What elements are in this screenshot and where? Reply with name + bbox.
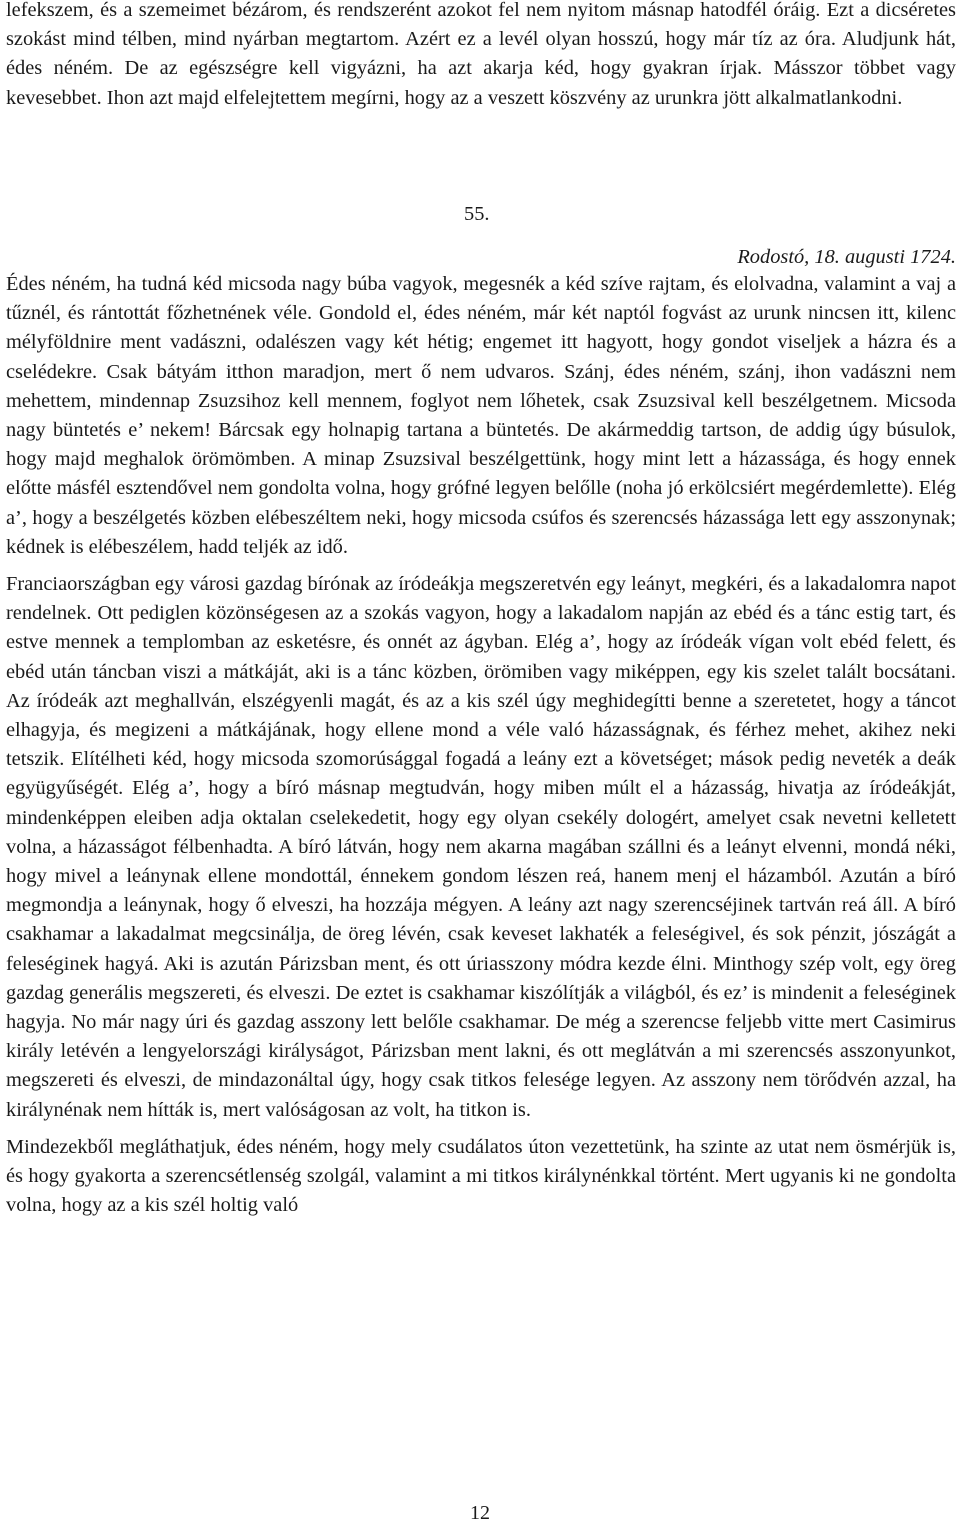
document-page [6,0,956,1217]
letter-paragraph: Édes néném, ha tudná kéd micsoda nagy búba vagyok, megesnék a kéd szíve rajtam, és elolvadna, valamint a vaj a tűznél, és rántottát főzhetnének véle. Gondold el, édes néném, már két naptól fogvást az urunk nincsen itt, kilenc mélyföldnire ment vadászni, odalészen vagy két hétig; engemet itt hagyott, hogy gondot viseljek a házra és a cselédekre. Csak bátyám itthon maradjon, mert ő nem udvaros. Szánj, édes néném, szánj, ihon vadászni nem mehettem, mindennap Zsuzsihoz kell mennem, foglyot nem lőhetek, csak Zsuzsival kell beszélgetnem. Micsoda nagy büntetés e’ nekem! Bárcsak egy holnapig tartana a büntetés. De akármeddig tartson, de addig úgy búsulok, hogy majd meghalok örömömben. A minap Zsuzsival beszélgettünk, hogy mint lett a házassága, és hogy ennek előtte másfél esztendővel nem gondolta volna, hogy grófné legyen belőlle (noha jó erkölcsiért megérdemlette). Elég a’, hogy a beszélgetés közben elébeszéltem neki, hogy micsoda csúfos és szerencsés házassága lett egy asszonynak; kédnek is elébeszélem, hadd teljék az idő. [6,273,956,558]
letter-paragraph: Franciaországban egy városi gazdag bírónak az íródeákja megszeretvén egy leányt, megkéri, és a lakadalomra napot rendelnek. Ott pediglen közönségesen az a szokás vagyon, hogy a lakadalom napján az ebéd és a tánc estig tart, és estve mennek a templomban az esketésre, és onnét az ágyban. Elég a’, hogy az íródeák vígan volt ebéd felett, és ebéd után táncban viszi a mátkáját, aki is a tánc közben, örömiben vagy miképpen, egy kis szelet talált bocsátani. Az íródeák azt meghallván, elszégyenli magát, és az a kis szél úgy meghidegítti benne a szeretetet, hogy a táncot elhagyja, és megizeni a mátkájának, hogy ellene mond a véle való házasságnak, és férhez mehet, akihez neki tetszik. Elítélheti kéd, hogy micsoda szomorúsággal fogadá a leány ezt a követséget; mások pedig neveték a deák együgyűségét. Elég a’, hogy a bíró másnap megtudván, hogy miben múlt el a házasság, hivatja az íródeákját, mindenképpen eleiben adja oktalan cselekedetit, hogy egy olyan csekély dologért, amelyet csak nevetni kelletett volna, a házasságot félbenhadta. A bíró látván, hogy nem akarna magában szállni és a leányt elvenni, mondá néki, hogy mivel a leánynak ellene mondottál, énnekem gondom lészen reá, hanem menj el házamból. Azután a bíró megmondja a leánynak, hogy ő elveszi, ha hozzája mégyen. A leány azt nagy szerencséjinek tartván reá áll. A bíró csakhamar a lakadalmat megcsinálja, de öreg lévén, csak keveset lakhaték a feleségivel, és sok pénzit, jószágát a feleséginek hagyá. Aki is azután Párizsban ment, és ott úriasszony módra kezde élni. Minthogy szép volt, egy öreg gazdag generális megszereti, és elveszi. De eztet is csakhamar kiszólítják a világból, és ez’ is mindenit a feleséginek hagyja. No már nagy úri és gazdag asszony lett belőle csakhamar. De még a szerencse feljebb vitte mert Casimirus király letévén a lengyelországi királyságot, Párizsban ment lakni, és ott meglátván a mi szerencsés asszonyunkot, megszereti és elveszi, de mindazonáltal úgy, hogy csak titkos felesége legyen. Az asszony nem törődvén azzal, ha királynénak nem hítták is, mert valóságosan az volt, ha titkon is. [6,573,956,1121]
letter-body [6,270,956,1221]
letter-paragraph: Mindezekből megláthatjuk, édes néném, hogy mely csudálatos úton vezettetünk, ha szinte az utat nem ösmérjük is, és hogy gyakorta a szerencsétlenség szolgál, valamint a mi titkos királynénkkal történt. Mert ugyanis ki ne gondolta volna, hogy az a kis szél holtig való [6,1135,956,1217]
letter-number: 55. [464,203,490,225]
page-number: 12 [470,1502,490,1524]
letter-place-date: Rodostó, 18. augusti 1724. [737,246,956,268]
intro-paragraph: lefekszem, és a szemeimet bézárom, és rendszerént azokot fel nem nyitom másnap hatodfél óráig. Ezt a dicséretes szokást mind télben, mind nyárban megtartom. Azért ez a levél olyan hosszú, hogy már tíz az óra. Aludjunk hát, édes néném. De az egészségre kell vigyázni, ha azt akarja kéd, hogy gyakran írjak. Másszor többet vagy kevesebbet. Ihon azt majd elfelejtettem megírni, hogy az a veszett köszvény az urunkra jött alkalmatlankodni. [6,0,956,109]
